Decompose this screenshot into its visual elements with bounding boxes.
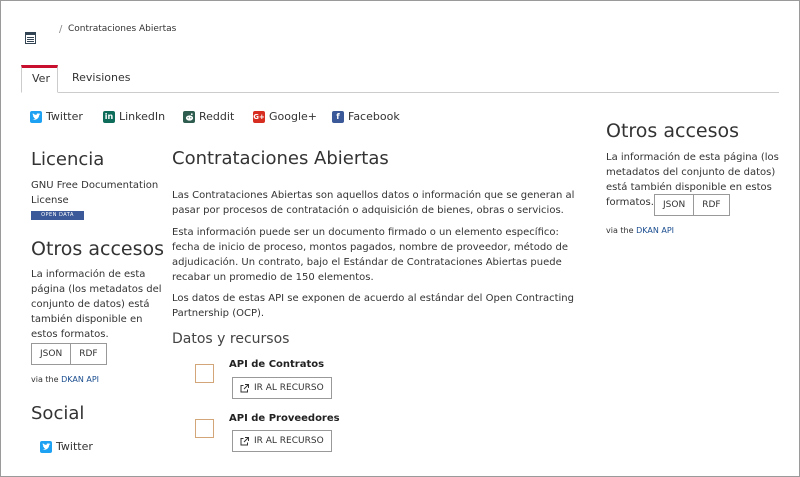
right-format-buttons — [654, 194, 730, 216]
page-title: Contrataciones Abiertas — [172, 148, 389, 169]
share-twitter-label: Twitter — [46, 110, 83, 123]
resource-go-button[interactable] — [232, 430, 332, 452]
home-icon[interactable] — [25, 32, 36, 44]
right-via-text — [606, 226, 674, 235]
resource-title[interactable]: API de Proveedores — [229, 413, 340, 424]
main-paragraph-2: Esta información puede ser un documento firmado o un elemento específico: fecha de inicio de proceso, montos pagados, nombre de proveedor, método de adjudicación. Un contrato, bajo el Estándar de Contrataciones Abiertas puede recabar un promedio de 150 elementos. — [172, 227, 568, 283]
resource-format-icon — [195, 419, 214, 438]
external-link-icon — [240, 384, 249, 393]
resource-format-icon — [195, 364, 214, 383]
left-otros-heading: Otros accesos — [31, 238, 165, 260]
datos-heading: Datos y recursos — [172, 331, 290, 347]
share-reddit-label: Reddit — [199, 110, 235, 123]
right-via-prefix: via the — [606, 226, 637, 235]
right-otros-text: La información de esta página (los metadatos del conjunto de datos) está también disponible en estos formatos. — [606, 152, 779, 208]
social-heading: Social — [31, 403, 85, 424]
left-via-prefix: via the — [31, 375, 62, 384]
googleplus-icon: G+ — [253, 112, 265, 121]
tab-revisiones[interactable]: Revisiones — [72, 71, 131, 84]
linkedin-icon: in — [104, 111, 114, 121]
share-twitter-link[interactable] — [30, 110, 83, 123]
resource-go-button[interactable] — [232, 377, 332, 399]
main-paragraph-1: Las Contrataciones Abiertas son aquellos datos o información que se generan al pasar por procesos de contratación o adquisición de bienes, obras o servicios. — [172, 190, 575, 216]
breadcrumb-separator: / — [59, 24, 63, 35]
resource-title[interactable]: API de Contratos — [229, 359, 325, 370]
share-linkedin-link[interactable] — [103, 110, 165, 123]
resource-go-label: IR AL RECURSO — [254, 383, 324, 393]
share-linkedin-label: LinkedIn — [119, 110, 166, 123]
social-twitter-label: Twitter — [56, 440, 93, 453]
reddit-icon — [183, 111, 195, 123]
open-data-badge: OPEN DATA — [31, 211, 84, 220]
left-format-buttons — [31, 343, 107, 365]
license-heading: Licencia — [31, 149, 105, 170]
left-json-button[interactable]: JSON — [31, 343, 71, 365]
left-otros-text: La información de esta página (los metadatos del conjunto de datos) está también disponible en estos formatos. — [31, 269, 162, 340]
resource-go-label: IR AL RECURSO — [254, 436, 324, 446]
twitter-icon — [30, 111, 42, 123]
breadcrumb-current: Contrataciones Abiertas — [68, 24, 177, 34]
external-link-icon — [240, 437, 249, 446]
right-otros-heading: Otros accesos — [606, 120, 740, 142]
main-paragraph-3: Los datos de estas API se exponen de acuerdo al estándar del Open Contracting Partnership (OCP). — [172, 293, 574, 319]
right-rdf-button[interactable]: RDF — [694, 194, 729, 216]
right-dkan-api-link[interactable]: DKAN API — [636, 226, 674, 235]
share-googleplus-link[interactable] — [253, 110, 317, 123]
tab-bar — [21, 65, 779, 93]
twitter-icon — [40, 441, 52, 453]
share-facebook-link[interactable] — [332, 110, 400, 123]
left-via-text — [31, 375, 99, 384]
right-json-button[interactable]: JSON — [654, 194, 694, 216]
facebook-icon: f — [332, 111, 344, 123]
left-dkan-api-link[interactable]: DKAN API — [61, 375, 99, 384]
left-rdf-button[interactable]: RDF — [71, 343, 106, 365]
share-reddit-link[interactable] — [183, 110, 234, 123]
license-link[interactable]: GNU Free Documentation License — [31, 180, 159, 206]
tab-ver[interactable]: Ver — [21, 65, 58, 93]
share-facebook-label: Facebook — [348, 110, 400, 123]
social-twitter-link[interactable] — [40, 440, 93, 453]
share-googleplus-label: Google+ — [269, 110, 318, 123]
